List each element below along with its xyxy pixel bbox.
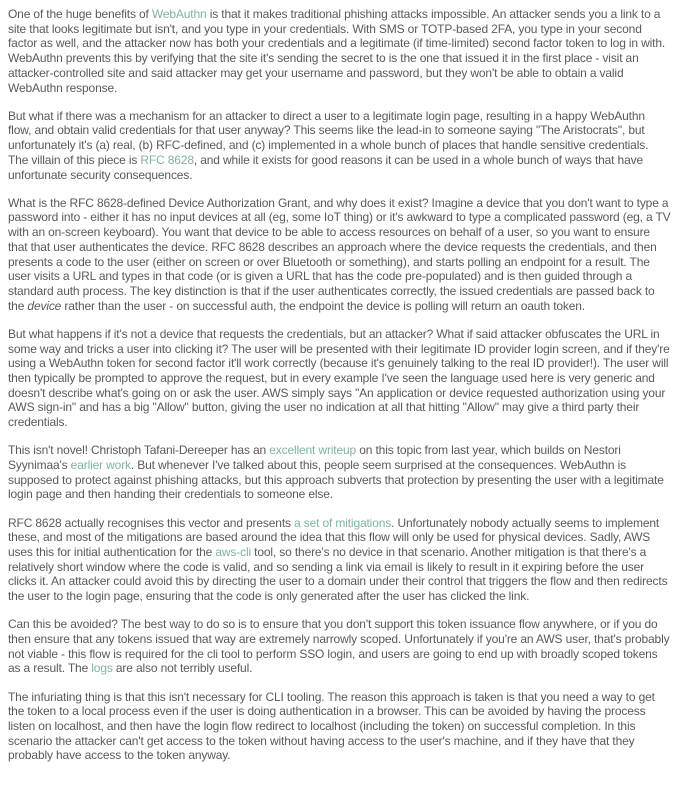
text-run: One of the huge benefits of xyxy=(8,7,152,21)
link-rfc-8628[interactable]: RFC 8628 xyxy=(140,152,194,167)
text-run: are also not terribly useful. xyxy=(112,661,253,676)
text-run: . Unfortunately nobody actually seems to implement these, and most of the mitigations are based around the idea that this flow will only be used for physical devices. Sadly, AWS uses this for initial authentication for the xyxy=(8,515,660,559)
paragraph-webauthn-benefits xyxy=(8,7,671,95)
text-run: But what happens if it's not a device that requests the credentials, but an attacker? What if said attacker obfuscates the URL in some way and tricks a user into clicking it? The user will be presented with their legitimate ID provider login screen, and if they're using a WebAuthn token for second factor it'll work correctly (because it's genuinely talking to the real ID provider!). The user will then typically be prompted to approve the request, but in every example I've seen the language used here is very generic and doesn't describe what's going on or ask the user. AWS simply says "An application or device requested authorization using your AWS sign-in" and has a big "Allow" button, giving the user no indication at all that hitting "Allow" may give a third party their credentials. xyxy=(8,326,670,430)
link-aws-cli[interactable]: aws-cli xyxy=(215,545,251,559)
link-earlier-work[interactable]: earlier work xyxy=(70,457,131,472)
emphasis-device: device xyxy=(27,298,62,313)
text-run: rather than the user - on successful auth, the endpoint the device is polling will return an oauth token. xyxy=(61,298,585,313)
text-run: , and while it exists for good reasons it can be used in a whole bunch of ways that have unfortunate security consequences. xyxy=(8,152,643,182)
text-run: Can this be avoided? The best way to do so is to ensure that you don't support this token issuance flow anywhere, or if you do then ensure that any tokens issued that way are extremely narrowly scoped. Unfortunately if you're an AWS user, that's probably not viable - this flow is required for the cli tool to perform SSO login, and users are going to end up with broadly scoped tokens as a result. The xyxy=(8,617,670,676)
paragraph-mitigations xyxy=(8,516,671,604)
paragraph-attack-mechanism xyxy=(8,109,671,183)
text-run: tool, so there's no device in that scenario. Another mitigation is that there's a relatively short window where the code is valid, and so sending a link via email is likely to result in it expiring before the user clicks it. An attacker could avoid this by directing the user to a domain under their control that triggers the flow and then redirects the user to the login page, ensuring that the code is only generated after the user has clicked the link. xyxy=(8,545,668,604)
paragraph-device-authorization-grant xyxy=(8,196,671,314)
paragraph-attacker-scenario xyxy=(8,327,671,430)
text-run: But what if there was a mechanism for an attacker to direct a user to a legitimate login page, resulting in a happy WebAuthn flow, and obtain valid credentials for that user anyway? This seems like the lead-in to someone saying "The Aristocrats", but unfortunately it's (a) real, (b) RFC-defined, and (c) implemented in a whole bunch of places that handle sensitive credentials. The villain of this piece is xyxy=(8,108,649,167)
text-run: This isn't novel! Christoph Tafani-Dereeper has an xyxy=(8,443,270,458)
link-mitigations[interactable]: a set of mitigations xyxy=(294,515,392,530)
link-webauthn[interactable]: WebAuthn xyxy=(151,7,207,21)
text-run: is that it makes traditional phishing attacks impossible. An attacker sends you a link to a site that looks legitimate but isn't, and you type in your credentials. With SMS or TOTP-based 2FA, you type in your second factor as well, and the attacker now has both your credentials and a legitimate (if time-limited) second factor token to log in with. WebAuthn prevents this by verifying that the site it's sending the secret to is the one that issued it in the first place - visit an attacker-controlled site and said attacker may get your username and password, but they won't be able to obtain a valid WebAuthn response. xyxy=(8,7,666,95)
text-run: . But whenever I've talked about this, people seem surprised at the consequences. WebAuthn is supposed to protect against phishing attacks, but this approach subverts that protection by presenting the user with a legitimate login page and then handing their credentials to someone else. xyxy=(8,457,664,502)
link-excellent-writeup[interactable]: excellent writeup xyxy=(269,443,357,458)
text-run: on this topic from last year, which builds on Nestori Syynimaa's xyxy=(8,443,621,472)
link-logs[interactable]: logs xyxy=(91,661,113,676)
paragraph-prior-work xyxy=(8,443,671,502)
text-run: The infuriating thing is that this isn't necessary for CLI tooling. The reason this approach is taken is that you need a way to get the token to a local process even if the user is doing authentication in a browser. This can be avoided by having the process listen on localhost, and then have the login flow redirect to localhost (including the token) on successful completion. In this scenario the attacker can't get access to the token without having access to the user's machine, and if they have that they probably have access to the token anyway. xyxy=(8,689,655,763)
paragraph-avoidance xyxy=(8,617,671,676)
paragraph-cli-tooling xyxy=(8,690,671,764)
text-run: What is the RFC 8628-defined Device Authorization Grant, and why does it exist? Imagine a device that you don't want to type a password into - either it has no input devices at all (eg, some IoT thing) or it's awkward to type a complicated password (eg, a TV with an on-screen keyboard). You want that device to be able to access resources on behalf of a user, so you want to ensure that that user authenticates the device. RFC 8628 describes an approach where the device requests the credentials, and then presents a code to the user (either on screen or over Bluetooth or something), and starts polling an endpoint for a result. The user visits a URL and types in that code (or is given a URL that has the code pre-populated) and is then guided through a standard auth process. The key distinction is that if the user authenticates correctly, the issued credentials are passed back to the xyxy=(8,195,671,313)
text-run: RFC 8628 actually recognises this vector and presents xyxy=(8,515,295,530)
